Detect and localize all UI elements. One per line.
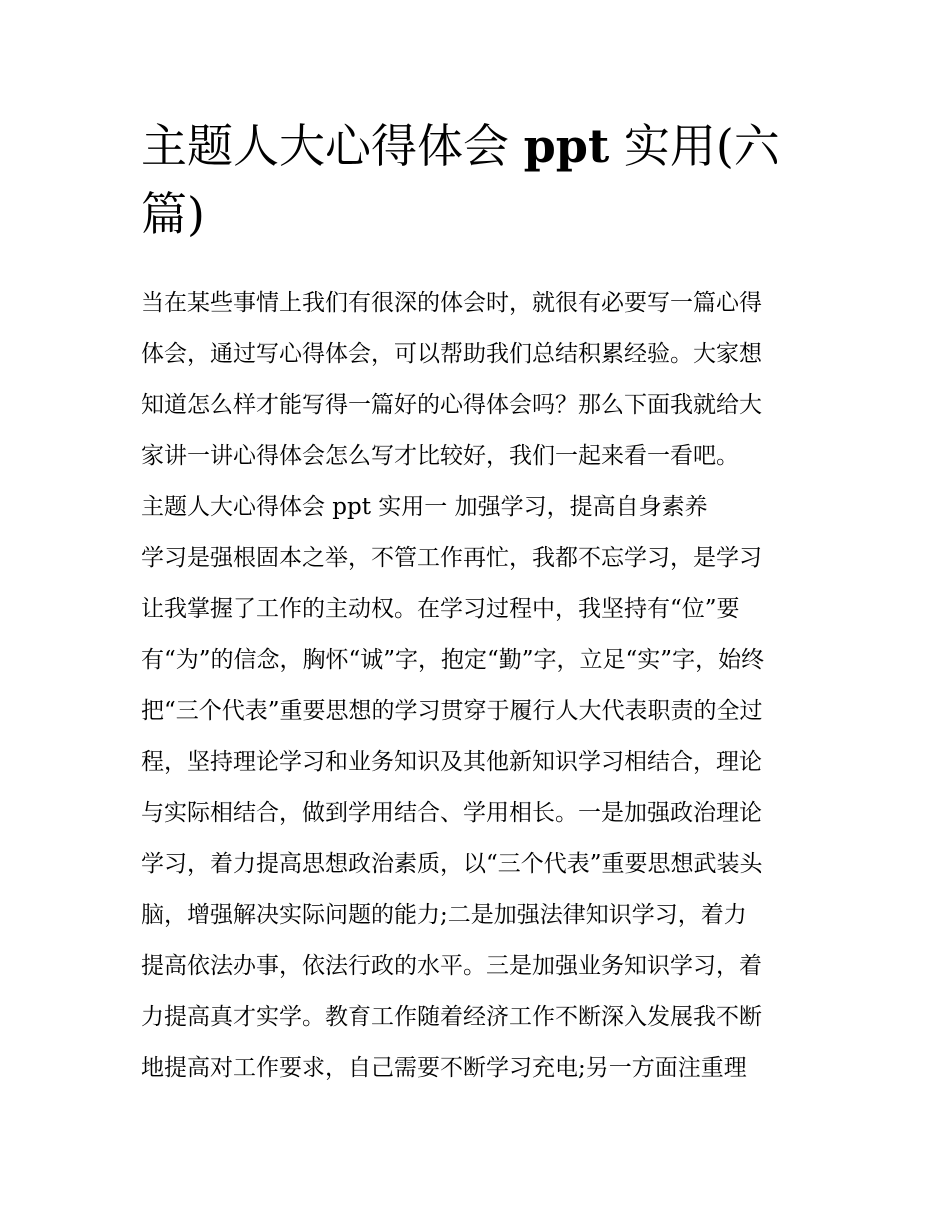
page-title [141, 112, 821, 248]
text-line: 学习是强根固本之举，不管工作再忙，我都不忘学习，是学习 [141, 545, 762, 571]
text-line: 提高依法办事，依法行政的水平。三是加强业务知识学习，着 [141, 953, 762, 979]
text-line: 与实际相结合，做到学用结合、学用相长。一是加强政治理论 [141, 800, 762, 826]
text-line: 家讲一讲心得体会怎么写才比较好，我们一起来看一看吧。 [141, 443, 739, 469]
text-line: 知道怎么样才能写得一篇好的心得体会吗？那么下面我就给大 [141, 392, 762, 418]
title-second-line: 篇) [141, 187, 205, 241]
text-line: 地提高对工作要求，自己需要不断学习充电;另一方面注重理 [141, 1055, 747, 1081]
text-line: 体会，通过写心得体会，可以帮助我们总结积累经验。大家想 [141, 341, 762, 367]
text-line: 当在某些事情上我们有很深的体会时，就很有必要写一篇心得 [141, 290, 762, 316]
section-heading: 主题人大心得体会 ppt 实用一 加强学习，提高自身素养 [141, 494, 708, 520]
title-tail: 实用(六 [623, 119, 780, 173]
text-line: 把“三个代表”重要思想的学习贯穿于履行人大代表职责的全过 [141, 698, 763, 724]
text-line: 学习，着力提高思想政治素质，以“三个代表”重要思想武装头 [141, 851, 763, 877]
text-line: 力提高真才实学。教育工作随着经济工作不断深入发展我不断 [141, 1004, 762, 1030]
title-chinese: 主题人大心得体会 [141, 119, 509, 173]
text-line: 程，坚持理论学习和业务知识及其他新知识学习相结合，理论 [141, 749, 762, 775]
body-text [141, 278, 821, 1094]
text-line: 让我掌握了工作的主动权。在学习过程中，我坚持有“位”要 [141, 596, 740, 622]
text-line: 有“为”的信念，胸怀“诚”字，抱定“勤”字，立足“实”字，始终 [141, 647, 765, 673]
text-line: 脑，增强解决实际问题的能力;二是加强法律知识学习，着力 [141, 902, 747, 928]
title-latin: ppt [523, 119, 610, 173]
